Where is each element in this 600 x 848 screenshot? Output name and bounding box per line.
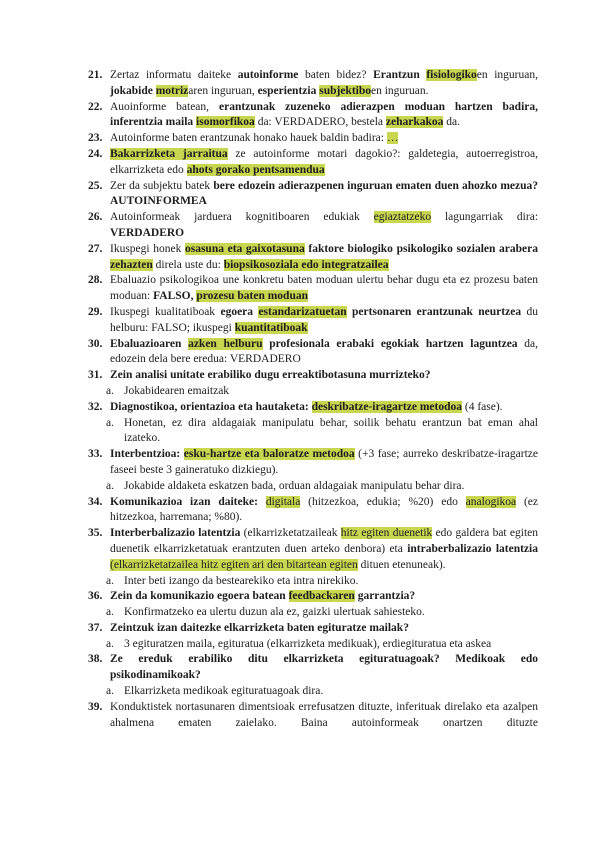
item-row xyxy=(88,100,538,132)
list-item xyxy=(88,652,538,699)
sub-item-text xyxy=(124,684,538,700)
text-segment: Zertaz informatu daiteke xyxy=(110,69,238,81)
text-segment: feedbackaren xyxy=(288,590,355,603)
sub-item-label: a. xyxy=(106,574,114,587)
text-segment: pertsonaren erantzunak neurtzea xyxy=(346,305,522,318)
text-segment: Zein da komunikazio egoera batean xyxy=(110,590,289,603)
text-segment: VERDADERO xyxy=(110,226,185,239)
item-row xyxy=(88,495,538,527)
text-segment: Ze ereduk erabiliko ditu elkarrizketa egituratuagoak? Medikoak edo psikodinamikoak? xyxy=(110,653,538,682)
item-text xyxy=(110,652,538,684)
sub-item xyxy=(88,637,538,653)
item-number: 21. xyxy=(88,69,103,81)
item-row xyxy=(88,210,538,242)
text-segment: dituen etenuneak). xyxy=(357,558,446,571)
item-number: 25. xyxy=(88,179,103,192)
text-segment: Auoinforme batean, xyxy=(110,100,219,113)
text-segment: estandarizatuetan xyxy=(258,305,347,318)
sub-item-text xyxy=(124,605,538,621)
text-segment: en inguruan, xyxy=(476,69,538,81)
item-text xyxy=(110,242,538,274)
item-number: 31. xyxy=(88,369,103,382)
text-segment xyxy=(258,496,266,508)
sub-item-text xyxy=(124,416,538,448)
text-segment: digitala xyxy=(265,495,301,508)
text-segment: jokabide xyxy=(110,84,156,97)
item-row xyxy=(88,526,538,573)
text-segment: kuantitatiboak xyxy=(234,321,308,334)
text-segment: (ez hitzezkoa, harremana; %80). xyxy=(110,495,539,524)
text-segment: en inguruan. xyxy=(371,84,429,97)
sub-item xyxy=(88,479,538,495)
sub-item xyxy=(88,574,538,590)
text-segment: Zer da subjektu batek xyxy=(110,179,214,192)
text-segment: Konfirmatzeko ea ulertu duzun ala ez, gaizki ulertuak sahiesteko. xyxy=(124,606,425,619)
text-segment: da. xyxy=(443,116,460,129)
list-item xyxy=(88,368,538,400)
text-segment: prozesu baten moduan xyxy=(196,290,308,303)
list-item xyxy=(88,621,538,653)
text-segment: (elkarrizketatzaileak xyxy=(240,527,341,540)
item-number: 37. xyxy=(88,621,103,634)
list-item xyxy=(88,447,538,494)
item-text xyxy=(110,68,538,100)
item-number: 34. xyxy=(88,495,103,508)
item-number: 29. xyxy=(88,305,103,318)
list-item xyxy=(88,210,538,242)
item-row xyxy=(88,305,538,337)
text-segment: profesionala erabaki egokiak hartzen laguntzea xyxy=(262,337,518,350)
text-segment: fisiologiko xyxy=(426,69,477,81)
item-row xyxy=(88,621,538,637)
list-item xyxy=(88,400,538,447)
text-segment: Honetan, ez dira aldagaiak manipulatu behar, soilik behatu erantzun bat eman ahal izateko. xyxy=(124,416,538,445)
item-number: 32. xyxy=(88,400,103,413)
text-segment: azken helburu xyxy=(188,337,263,350)
list-item xyxy=(88,700,538,732)
item-text xyxy=(110,621,538,637)
text-segment: Inter beti izango da bestearekiko eta intra nirekiko. xyxy=(124,574,359,587)
text-segment: Jokabide aldaketa eskatzen bada, orduan aldagaiak manipulatu behar dira. xyxy=(124,479,465,492)
item-row xyxy=(88,179,538,211)
list-item xyxy=(88,131,538,147)
text-segment: Elkarrizketa medikoak egituratuagoak dira. xyxy=(124,685,324,698)
text-segment: Ebaluazio psikologikoa une konkretu baten moduan ulertu behar dugu eta ez prozesu baten moduan: xyxy=(110,274,538,303)
text-segment: … xyxy=(386,132,399,145)
item-text xyxy=(110,337,538,369)
text-segment: edo galdera bat egiten duenetik elkarrizketatuak erantzuten duen arteko denbora) eta xyxy=(110,527,538,555)
item-number: 28. xyxy=(88,274,103,287)
text-segment: (elkarrizketatzailea hitz egiten ari den bitartean egiten xyxy=(110,558,358,571)
text-segment: Zeintzuk izan daitezke elkarrizketa baten egituratze mailak? xyxy=(110,621,409,634)
item-text xyxy=(110,210,538,242)
sub-item-text xyxy=(124,574,538,590)
sub-item-label: a. xyxy=(106,384,114,397)
list-item xyxy=(88,495,538,527)
item-row xyxy=(88,68,538,100)
text-segment: (+3 fase; aurreko deskribatze-iragartze faseei beste 3 gaineratuko dizkiegu). xyxy=(110,448,538,476)
text-segment: Komunikazioa izan daiteke: xyxy=(110,495,258,508)
item-text xyxy=(110,589,538,605)
item-number: 36. xyxy=(88,590,103,603)
list-item xyxy=(88,147,538,179)
sub-item xyxy=(88,605,538,621)
text-segment: baten bidez? xyxy=(298,69,374,81)
text-segment: Diagnostikoa, orientazioa eta hautaketa: xyxy=(110,400,312,413)
list-item xyxy=(88,100,538,132)
item-text xyxy=(110,495,538,527)
sub-item-text xyxy=(124,637,538,653)
item-number: 26. xyxy=(88,211,103,224)
item-text xyxy=(110,131,538,147)
sub-item-label: a. xyxy=(106,685,114,698)
text-segment: hitz egiten duenetik xyxy=(340,527,433,540)
text-segment: direla uste du: xyxy=(152,258,224,271)
text-segment: ze autoinforme motari dagokio?: galdetegia, autoerregistroa, elkarrizketa edo xyxy=(110,147,538,176)
item-text xyxy=(110,179,538,211)
text-segment: da: VERDADERO, bestela xyxy=(254,116,386,129)
text-segment: bere edozein adierazpenen inguruan ematen duen ahozko mezua? AUTOINFORMEA xyxy=(110,179,539,208)
text-segment: biopsikosoziala edo integratzailea xyxy=(223,258,389,271)
text-segment: Ikuspegi honek xyxy=(110,242,185,255)
item-number: 27. xyxy=(88,242,103,255)
item-number: 33. xyxy=(88,448,103,461)
text-segment: osasuna eta gaixotasuna xyxy=(184,242,305,255)
item-number: 24. xyxy=(88,147,103,160)
text-segment: motriz xyxy=(155,84,189,97)
item-text xyxy=(110,305,538,337)
text-segment: Autoinforme baten erantzunak honako hauek baldin badira: xyxy=(110,132,387,145)
item-text xyxy=(110,400,538,416)
text-segment: Erantzun xyxy=(373,69,427,81)
list-item xyxy=(88,337,538,369)
item-row xyxy=(88,447,538,479)
item-number: 39. xyxy=(88,700,103,713)
item-row xyxy=(88,400,538,416)
list-item xyxy=(88,273,538,305)
list-item xyxy=(88,305,538,337)
sub-item-label: a. xyxy=(106,637,114,650)
text-segment: Ebaluazioaren xyxy=(110,337,189,350)
text-segment: deskribatze-iragartze metodoa xyxy=(311,400,462,413)
text-segment: Interberbalizazio latentzia xyxy=(110,527,241,540)
text-segment: esperientzia xyxy=(257,84,320,97)
list-item xyxy=(88,589,538,621)
text-segment: Autoinformeak jarduera kognitiboaren edukiak xyxy=(110,211,374,224)
list-item xyxy=(88,526,538,589)
text-segment: lagungarriak dira: xyxy=(431,211,539,224)
text-segment: autoinforme xyxy=(237,69,299,81)
item-row xyxy=(88,337,538,369)
item-row xyxy=(88,700,538,732)
text-segment: ahots gorako pentsamendua xyxy=(186,163,325,176)
text-segment: analogikoa xyxy=(465,495,517,508)
text-segment: du helburu: FALSO; ikuspegi xyxy=(110,305,538,334)
item-number: 38. xyxy=(88,653,103,666)
text-segment: da, edozein dela bere eredua: VERDADERO xyxy=(110,337,538,366)
item-row xyxy=(88,147,538,179)
text-segment: intraberbalizazio latentzia xyxy=(407,542,538,555)
text-segment: isomorfikoa xyxy=(196,116,255,129)
sub-item-text xyxy=(124,479,538,495)
text-segment: egoera xyxy=(220,305,259,318)
text-segment: erantzunak zuzeneko adierazpen moduan hartzen badira, inferentzia maila xyxy=(110,100,539,129)
item-row xyxy=(88,589,538,605)
list-item xyxy=(88,242,538,274)
text-segment: Jokabidearen emaitzak xyxy=(124,384,230,397)
list-item xyxy=(88,68,538,100)
text-segment: (hitzezkoa, edukia; %20) edo xyxy=(300,495,466,508)
item-number: 30. xyxy=(88,337,103,350)
item-text xyxy=(110,368,538,384)
item-text xyxy=(110,526,538,573)
item-row xyxy=(88,273,538,305)
sub-item-label: a. xyxy=(106,479,114,492)
sub-item-label: a. xyxy=(106,416,114,429)
sub-item xyxy=(88,684,538,700)
sub-item xyxy=(88,384,538,400)
question-list xyxy=(88,68,538,731)
sub-item-label: a. xyxy=(106,606,114,619)
text-segment: (4 fase). xyxy=(461,400,503,413)
text-segment: zehazten xyxy=(110,258,153,271)
text-segment: zeharkakoa xyxy=(385,116,444,129)
item-row xyxy=(88,131,538,147)
item-number: 22. xyxy=(88,100,103,113)
text-segment: aren inguruan, xyxy=(188,84,258,97)
text-segment: esku-hartze eta baloratze metodoa xyxy=(183,448,355,461)
text-segment: egiaztatzeko xyxy=(373,211,432,224)
text-segment: Ikuspegi kualitatiboak xyxy=(110,305,221,318)
item-number: 35. xyxy=(88,527,103,540)
text-segment: Bakarrizketa jarraitua xyxy=(110,147,228,160)
text-segment: FALSO, xyxy=(153,290,194,303)
text-segment: Interbentzioa: xyxy=(110,448,184,461)
list-item xyxy=(88,179,538,211)
item-text xyxy=(110,147,538,179)
item-row xyxy=(88,368,538,384)
item-text xyxy=(110,700,538,732)
sub-item-text xyxy=(124,384,538,400)
item-row xyxy=(88,652,538,684)
item-text xyxy=(110,447,538,479)
item-text xyxy=(110,100,538,132)
item-number: 23. xyxy=(88,132,103,145)
sub-item xyxy=(88,416,538,448)
item-text xyxy=(110,273,538,305)
text-segment: garrantzia? xyxy=(354,590,416,603)
text-segment: Zein analisi unitate erabiliko dugu erreaktibotasuna murrizteko? xyxy=(110,369,431,382)
text-segment: 3 egituratzen maila, egituratua (elkarrizketa medikuak), erdiegituratua eta askea xyxy=(124,637,492,650)
text-segment: faktore biologiko psikologiko sozialen arabera xyxy=(304,242,539,255)
text-segment: subjektibo xyxy=(319,84,371,97)
item-row xyxy=(88,242,538,274)
text-segment: Konduktistek nortasunaren dimentsioak errefusatzen dituzte, inferituak direlako eta azalpen ahalmena ematen zaielako. Baina autoinformeak onartzen dituzte xyxy=(110,700,538,729)
